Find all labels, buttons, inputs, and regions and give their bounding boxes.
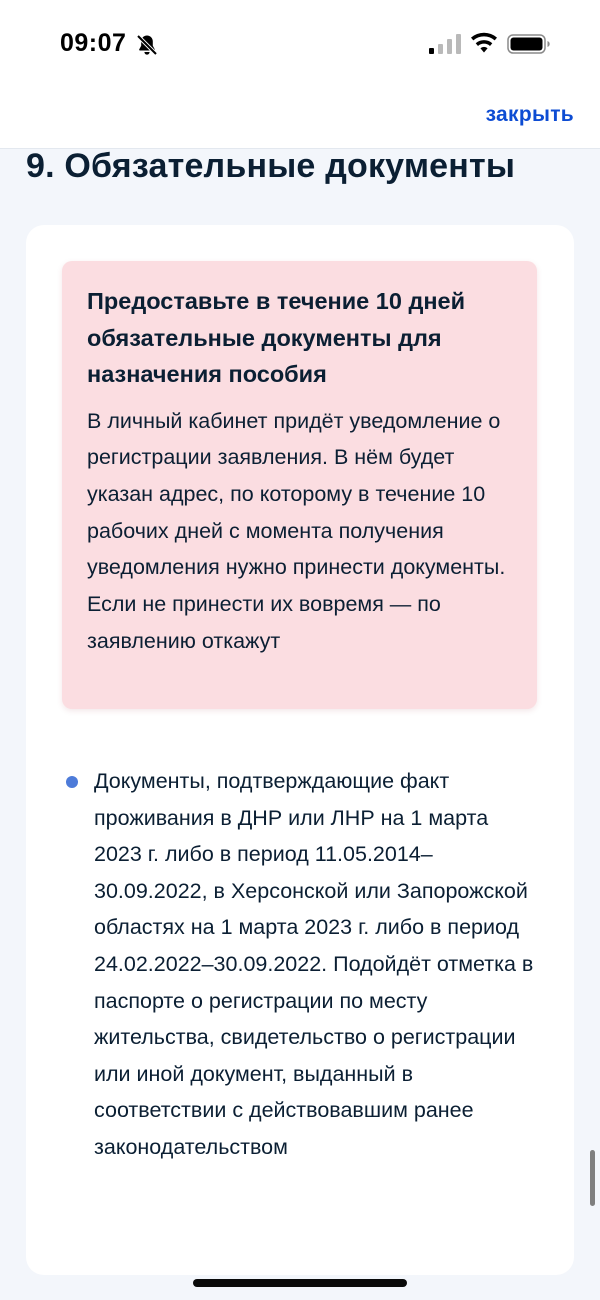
bullet-icon — [66, 776, 78, 788]
alert-body: В личный кабинет придёт уведомление о регистрации заявления. В нём будет указан адрес, по которому в течение 10 рабочих дней с момента получения уведомления нужно принести документы. Если не принести их вовремя — по заявлению откажут — [87, 408, 506, 653]
list-item-text: Документы, подтверждающие факт проживания в ДНР или ЛНР на 1 марта 2023 г. либо в период 11.05.2014–30.09.2022, в Херсонской или Запорожской областях на 1 марта 2023 г. либо в период 24.02.2022–30.09.2022. Подойдёт отметка в паспорте о регистрации по месту жительства, свидетельство о регистрации или иной документ, выданный в соответствии с действовавшим ранее законодательством — [94, 769, 534, 1159]
alert-title: Предоставьте в течение 10 дней обязательные документы для назначения пособия — [87, 288, 466, 387]
warning-alert — [62, 261, 537, 709]
top-navigation-bar — [0, 90, 600, 149]
wifi-icon — [470, 32, 498, 54]
home-indicator[interactable] — [193, 1279, 407, 1287]
documents-list — [26, 763, 574, 1166]
battery-icon — [507, 33, 551, 55]
status-bar — [0, 0, 600, 90]
scrollbar[interactable] — [590, 1150, 595, 1206]
content-card — [26, 225, 574, 1275]
page-title: 9. Обязательные документы — [26, 147, 516, 185]
close-button[interactable]: закрыть — [485, 103, 574, 126]
list-item — [26, 763, 574, 1166]
status-time: 09:07 — [60, 29, 127, 57]
cellular-signal-icon — [428, 34, 462, 54]
bell-slash-icon — [135, 33, 159, 57]
